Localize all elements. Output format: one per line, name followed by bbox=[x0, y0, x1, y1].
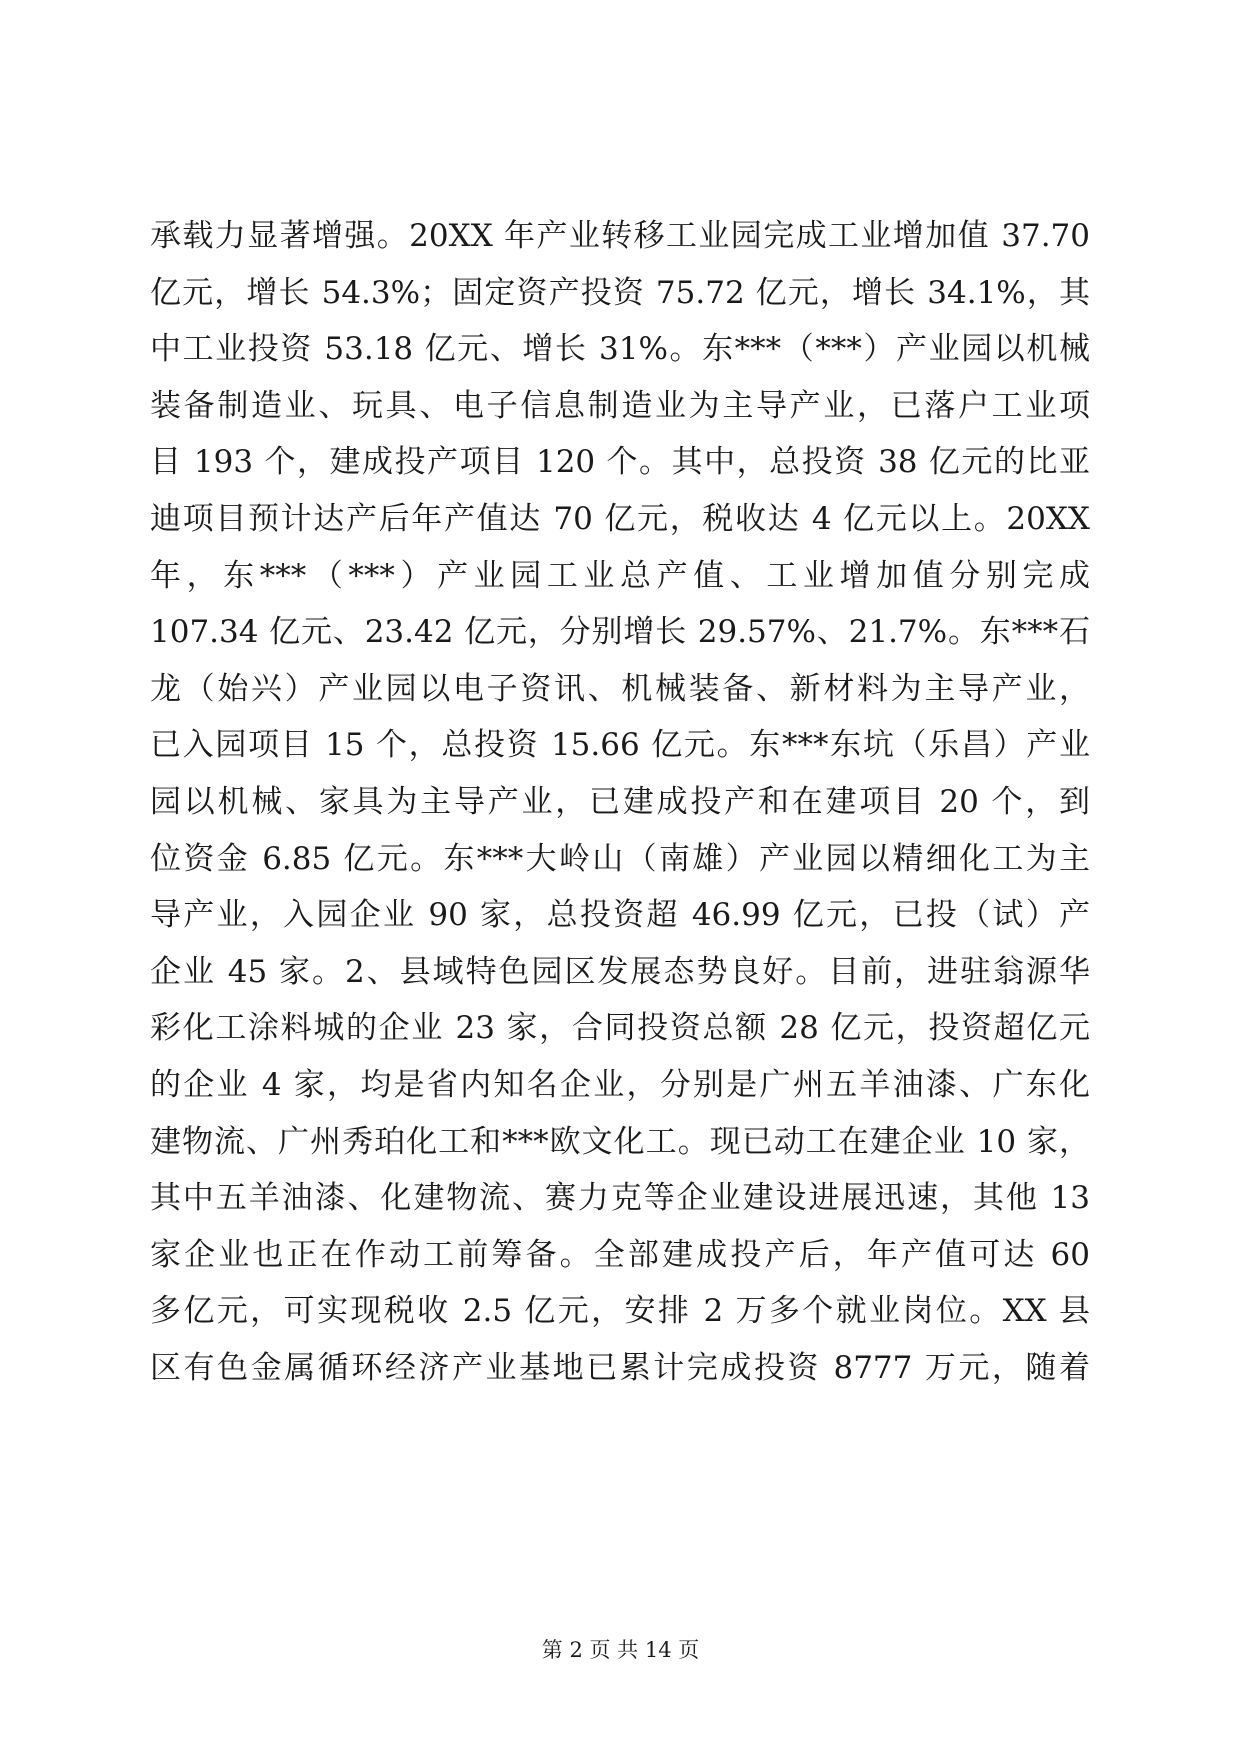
text-line-11: 园以机械、家具为主导产业，已建成投产和在建项目 20 个，到 bbox=[150, 783, 1090, 820]
text-line-5: 目 193 个，建成投产项目 120 个。其中，总投资 38 亿元的比亚 bbox=[150, 444, 1090, 481]
text-line-18: 其中五羊油漆、化建物流、赛力克等企业建设进展迅速，其他 13 bbox=[150, 1180, 1090, 1217]
text-line-19: 家企业也正在作动工前筹备。全部建成投产后，年产值可达 60 bbox=[150, 1236, 1090, 1273]
text-line-13: 导产业，入园企业 90 家，总投资超 46.99 亿元，已投（试）产 bbox=[150, 897, 1090, 934]
text-line-9: 龙（始兴）产业园以电子资讯、机械装备、新材料为主导产业， bbox=[150, 670, 1090, 707]
text-line-20: 多亿元，可实现税收 2.5 亿元，安排 2 万多个就业岗位。XX 县 bbox=[150, 1293, 1090, 1330]
text-line-12: 位资金 6.85 亿元。东***大岭山（南雄）产业园以精细化工为主 bbox=[150, 840, 1090, 877]
text-line-8: 107.34 亿元、23.42 亿元，分别增长 29.57%、21.7%。东***石 bbox=[150, 614, 1090, 651]
text-line-6: 迪项目预计达产后年产值达 70 亿元，税收达 4 亿元以上。20XX bbox=[150, 500, 1090, 537]
text-line-17: 建物流、广州秀珀化工和***欧文化工。现已动工在建企业 10 家， bbox=[150, 1123, 1090, 1160]
body-paragraph bbox=[150, 208, 1090, 1396]
text-line-14: 企业 45 家。2、县域特色园区发展态势良好。目前，进驻翁源华 bbox=[150, 953, 1090, 990]
text-line-3: 中工业投资 53.18 亿元、增长 31%。东***（***）产业园以机械 bbox=[150, 331, 1090, 368]
text-line-2: 亿元，增长 54.3%；固定资产投资 75.72 亿元，增长 34.1%，其 bbox=[150, 274, 1090, 311]
text-line-16: 的企业 4 家，均是省内知名企业，分别是广州五羊油漆、广东化 bbox=[150, 1066, 1090, 1103]
text-line-7: 年，东***（***）产业园工业总产值、工业增加值分别完成 bbox=[150, 557, 1090, 594]
text-line-1: 承载力显著增强。20XX 年产业转移工业园完成工业增加值 37.70 bbox=[150, 218, 1090, 254]
text-line-21: 区有色金属循环经济产业基地已累计完成投资 8777 万元，随着 bbox=[150, 1349, 1090, 1386]
page-number-footer: 第 2 页 共 14 页 bbox=[541, 1638, 700, 1662]
text-line-10: 已入园项目 15 个，总投资 15.66 亿元。东***东坑（乐昌）产业 bbox=[150, 727, 1090, 764]
text-line-15: 彩化工涂料城的企业 23 家，合同投资总额 28 亿元，投资超亿元 bbox=[150, 1010, 1090, 1047]
text-line-4: 装备制造业、玩具、电子信息制造业为主导产业，已落户工业项 bbox=[150, 387, 1090, 424]
